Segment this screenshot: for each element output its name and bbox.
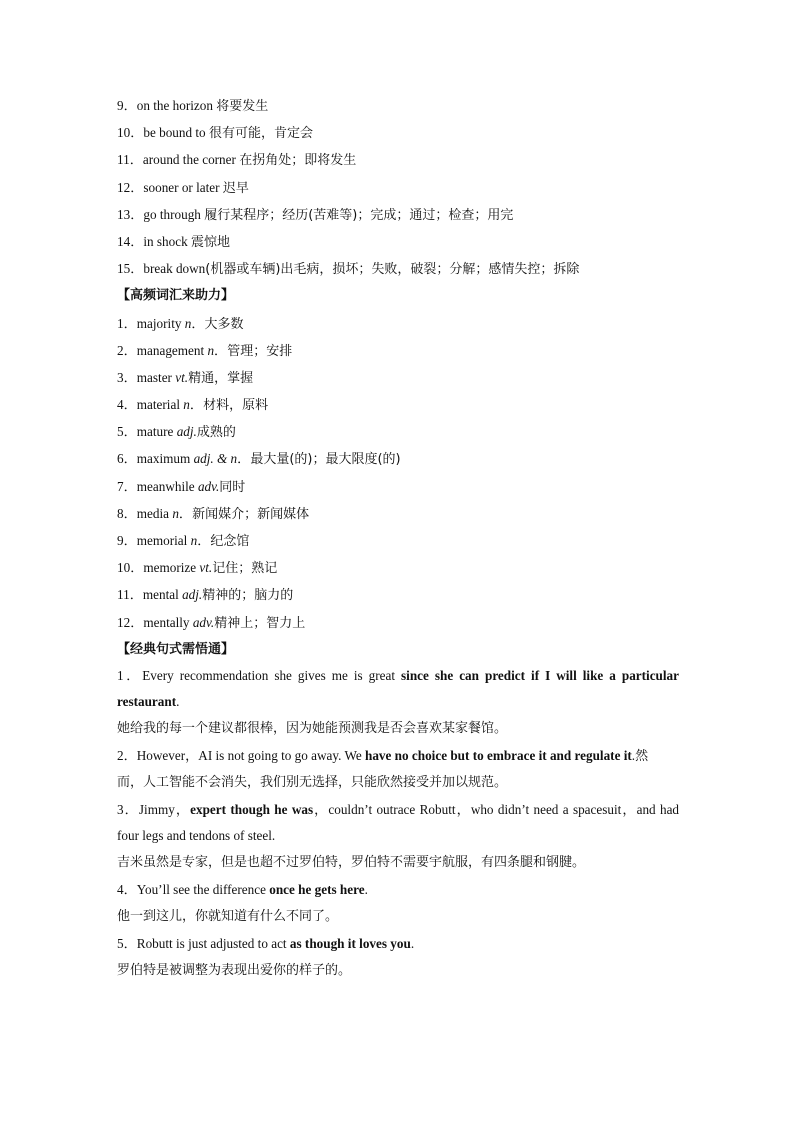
phrase-item: 12．sooner or later 迟早	[117, 179, 249, 196]
vocab-item: 2．management n．管理；安排	[117, 342, 293, 359]
vocab-item: 8．media n．新闻媒介；新闻媒体	[117, 505, 310, 522]
phrase-item: 10．be bound to 很有可能，肯定会	[117, 125, 313, 142]
sentence-english: 1．Every recommendation she gives me is great since she can predict if I will like a particular restaurant.	[117, 667, 680, 709]
vocab-item: 9．memorial n．纪念馆	[117, 533, 250, 549]
vocab-item: 3．master vt.精通，掌握	[117, 369, 254, 386]
sentence-english: 2．However，AI is not going to go away. We have no choice but to embrace it and regulate it.然	[117, 748, 649, 765]
sentences-heading: 【经典句式需悟通】	[117, 641, 235, 657]
vocab-item: 6．maximum adj. & n．最大量(的)；最大限度(的)	[117, 451, 401, 468]
vocab-item: 4．material n．材料，原料	[117, 397, 269, 414]
sentence-english: 5．Robutt is just adjusted to act as though it loves you.	[117, 936, 415, 952]
sentence-translation: 他一到这儿，你就知道有什么不同了。	[117, 908, 339, 924]
vocab-item: 1．majority n．大多数	[117, 315, 244, 332]
vocab-item: 10．memorize vt.记住；熟记	[117, 560, 278, 577]
sentence-english: 3．Jimmy，expert though he was，couldn’t outrace Robutt，who didn’t need a spacesuit，and had four legs and tendons of steel.	[117, 801, 680, 843]
document-content	[117, 92, 679, 984]
sentence-translation: 而，人工智能不会消失，我们别无选择，只能欣然接受并加以规范。	[117, 775, 508, 791]
vocab-item: 12．mentally adv.精神上；智力上	[117, 614, 306, 631]
phrase-item: 15．break down(机器或车辆)出毛病，损坏；失败，破裂；分解；感情失控；拆除	[117, 261, 580, 278]
sentence-translation: 她给我的每一个建议都很棒，因为她能预测我是否会喜欢某家餐馆。	[117, 720, 508, 736]
phrase-item: 14．in shock 震惊地	[117, 233, 231, 250]
phrase-item: 9．on the horizon 将要发生	[117, 98, 269, 114]
phrase-item: 11．around the corner 在拐角处；即将发生	[117, 152, 357, 169]
vocab-item: 7．meanwhile adv.同时	[117, 478, 246, 495]
vocab-heading: 【高频词汇来助力】	[117, 288, 235, 304]
phrase-item: 13．go through 履行某程序；经历(苦难等)；完成；通过；检查；用完	[117, 206, 514, 223]
vocab-item: 11．mental adj.精神的；脑力的	[117, 587, 294, 604]
sentence-english: 4．You’ll see the difference once he gets here.	[117, 881, 368, 897]
sentence-translation: 罗伯特是被调整为表现出爱你的样子的。	[117, 963, 352, 979]
vocab-item: 5．mature adj.成熟的	[117, 424, 236, 441]
sentence-translation: 吉米虽然是专家，但是也超不过罗伯特，罗伯特不需要宇航服，有四条腿和钢腱。	[117, 854, 586, 870]
